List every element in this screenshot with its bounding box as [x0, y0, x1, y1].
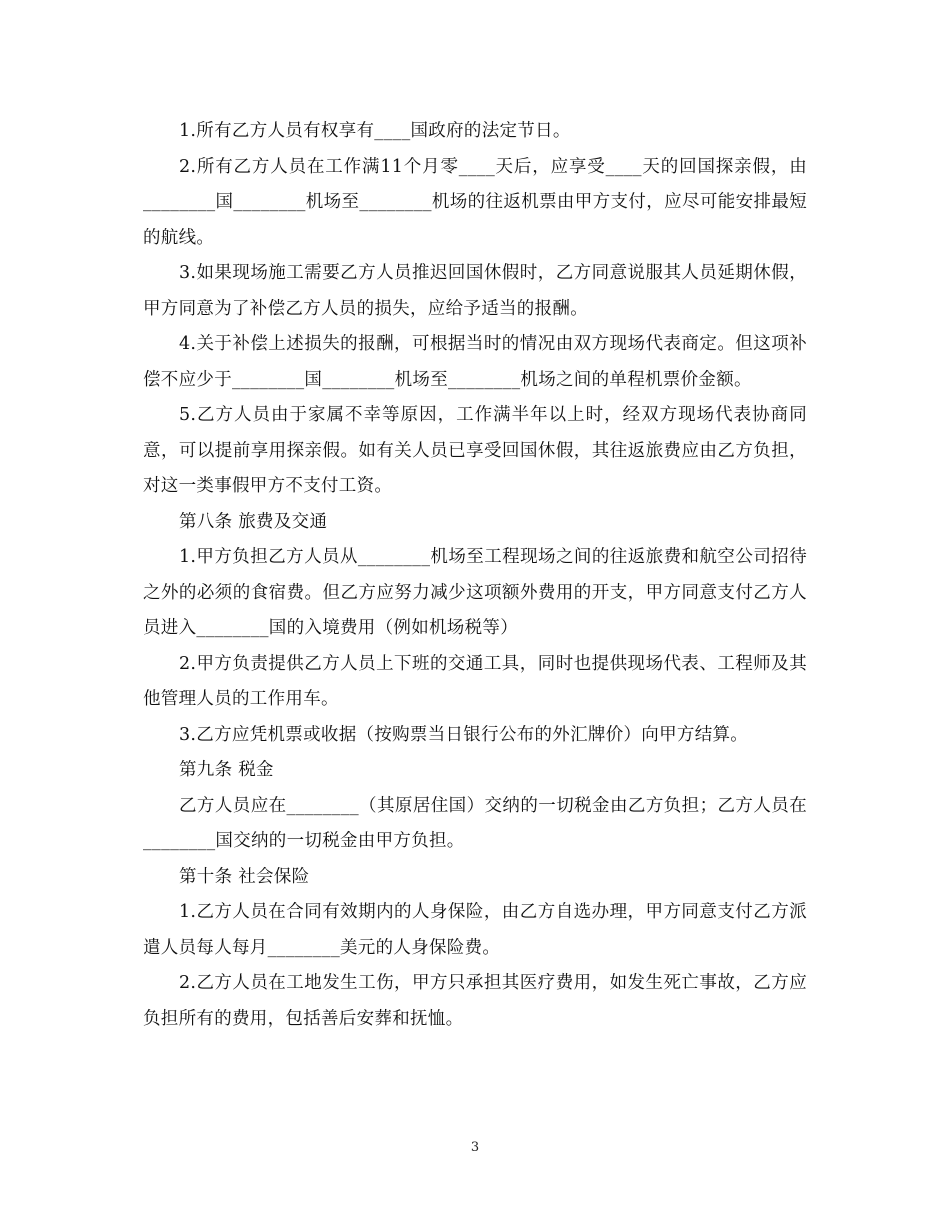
paragraph-travel-expenses: 1.甲方负担乙方人员从________机场至工程现场之间的往返旅费和航空公司招待之外的必须的食宿费。但乙方应努力减少这项额外费用的开支，甲方同意支付乙方人员进入________国的入境费用（例如机场税等）	[143, 547, 807, 638]
document-page	[143, 114, 807, 1037]
page-number: 3	[470, 1140, 480, 1155]
paragraph-compensation: 4.关于补偿上述损失的报酬，可根据当时的情况由双方现场代表商定。但这项补偿不应少于________国________机场至________机场之间的单程机票价金额。	[143, 334, 807, 390]
paragraph-leave-postponement: 3.如果现场施工需要乙方人员推迟回国休假时，乙方同意说服其人员延期休假，甲方同意为了补偿乙方人员的损失，应给予适当的报酬。	[143, 263, 807, 319]
section-heading-article-10: 第十条 社会保险	[179, 866, 310, 887]
paragraph-taxes: 乙方人员应在________（其原居住国）交纳的一切税金由乙方负担；乙方人员在________国交纳的一切税金由甲方负担。	[143, 795, 807, 851]
section-heading-article-9: 第九条 税金	[179, 760, 274, 780]
paragraph-holidays: 1.所有乙方人员有权享有____国政府的法定节日。	[179, 121, 571, 141]
paragraph-settlement: 3.乙方应凭机票或收据（按购票当日银行公布的外汇牌价）向甲方结算。	[179, 724, 749, 745]
paragraph-early-leave: 5.乙方人员由于家属不幸等原因，工作满半年以上时，经双方现场代表协商同意，可以提前享用探亲假。如有关人员已享受回国休假，其往返旅费应由乙方负担，对这一类事假甲方不支付工资。	[143, 405, 807, 496]
paragraph-work-injury: 2.乙方人员在工地发生工伤，甲方只承担其医疗费用，如发生死亡事故，乙方应负担所有的费用，包括善后安葬和抚恤。	[143, 973, 807, 1029]
paragraph-home-leave: 2.所有乙方人员在工作满11个月零____天后，应享受____天的回国探亲假，由________国________机场至________机场的往返机票由甲方支付，应尽可能安排最短的航线。	[143, 156, 807, 248]
paragraph-transport: 2.甲方负责提供乙方人员上下班的交通工具，同时也提供现场代表、工程师及其他管理人员的工作用车。	[143, 653, 807, 709]
section-heading-article-8: 第八条 旅费及交通	[179, 511, 328, 532]
paragraph-insurance: 1.乙方人员在合同有效期内的人身保险，由乙方自选办理，甲方同意支付乙方派遣人员每人每月________美元的人身保险费。	[143, 902, 807, 958]
